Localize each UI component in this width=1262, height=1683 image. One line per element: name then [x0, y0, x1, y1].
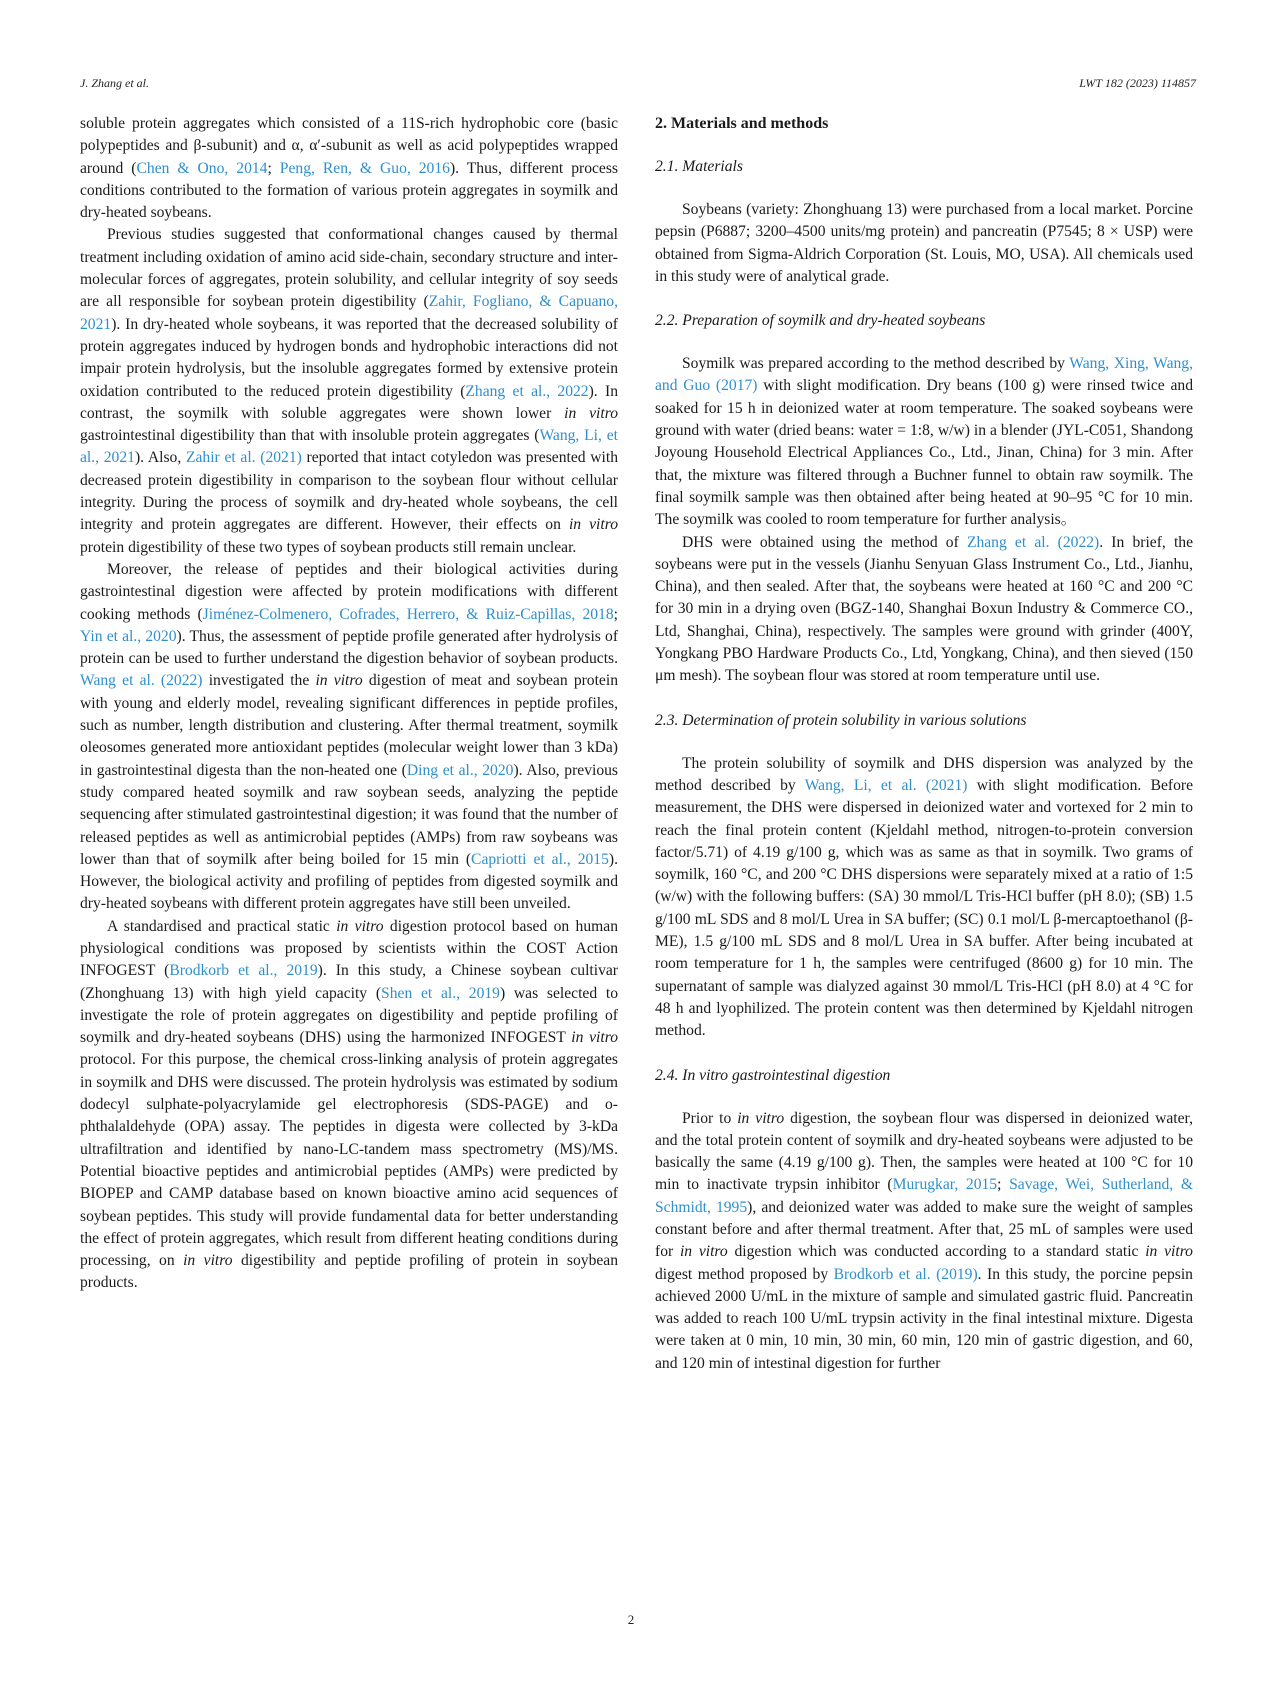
text-run: ) was selected to investigate the role of protein aggregates on digestibility and peptide profiling of soymilk and dry-heated soybeans (DHS) using the harmonized INFOGEST — [80, 984, 618, 1047]
italic-text: in vitro — [336, 917, 384, 935]
section-heading: 2. Materials and methods — [655, 115, 829, 132]
text-run: The protein solubility of soymilk and DHS dispersion was analyzed by the method described by — [655, 754, 1193, 794]
text-run: investigated the — [202, 672, 316, 690]
paragraph — [80, 224, 618, 558]
paragraph — [655, 353, 1193, 531]
citation-link[interactable]: Zhang et al. (2022) — [966, 533, 1100, 551]
citation-link[interactable]: Capriotti et al., 2015 — [471, 850, 609, 868]
text-run: Soymilk was prepared according to the method described by — [682, 355, 1070, 373]
right-column — [655, 113, 1193, 1375]
citation-link[interactable]: Brodkorb et al. (2019) — [833, 1265, 978, 1283]
page-number: 2 — [627, 1612, 635, 1627]
subsection-heading: 2.3. Determination of protein solubility in various solutions — [655, 711, 1027, 729]
subsection-heading: 2.4. In vitro gastrointestinal digestion — [655, 1066, 891, 1084]
text-run: digest method proposed by — [655, 1265, 834, 1283]
italic-text: in vitro — [679, 1243, 728, 1261]
left-column — [80, 113, 618, 1295]
citation-link[interactable]: Brodkorb et al., 2019 — [169, 962, 318, 980]
text-run: ). In this study, a Chinese soybean cultivar (Zhonghuang 13) with high yield capacity ( — [80, 962, 618, 1002]
citation-link[interactable]: Chen & Ono, 2014 — [136, 159, 268, 177]
italic-text: in vitro — [315, 672, 363, 690]
text-run: ). In contrast, the soymilk with soluble aggregates were shown lower — [80, 382, 618, 422]
paragraph — [80, 916, 618, 1295]
citation-link[interactable]: Jiménez-Colmenero, Cofrades, Herrero, & Ruiz-Capillas, 2018 — [202, 605, 614, 623]
citation-link[interactable]: Wang, Li, et al. (2021) — [804, 776, 968, 794]
citation-link[interactable]: Zahir et al. (2021) — [185, 449, 302, 467]
text-run: digestibility and peptide profiling of protein in soybean products. — [80, 1252, 619, 1292]
text-run: Previous studies suggested that conformational changes caused by thermal treatment including oxidation of amino acid side-chain, secondary structure and inter-molecular forces of aggregates, protein solubility, and cellular integrity of soy seeds are all responsible for soybean protein digestibility ( — [80, 226, 618, 311]
text-run: protocol. For this purpose, the chemical cross-linking analysis of protein aggregates in soymilk and DHS were discussed. The protein hydrolysis was estimated by sodium dodecyl sulphate-polyacrylamide gel electrophoresis (SDS-PAGE) and o-phthalaldehyde (OPA) assay. The peptides in digesta were collected by 3-kDa ultrafiltration and identified by nano-LC-tandem mass spectrometry (MS)/MS. Potential bioactive peptides and antimicrobial peptides (AMPs) were predicted by BIOPEP and CAMP database based on known bioactive amino acid sequences of soybean peptides. This study will provide fundamental data for better understanding the effect of protein aggregates, which result from different heating conditions during processing, on — [80, 1051, 618, 1270]
text-run: ). However, the biological activity and profiling of peptides from digested soymilk and dry-heated soybeans with different protein aggregates have still been unveiled. — [80, 850, 618, 913]
citation-link[interactable]: Murugkar, 2015 — [892, 1176, 998, 1194]
paragraph — [80, 113, 618, 224]
citation-link[interactable]: Wang, Li, et al., 2021 — [80, 427, 618, 467]
text-run: digestion which was conducted according to a standard static — [727, 1243, 1146, 1261]
citation-link[interactable]: Savage, Wei, Sutherland, & Schmidt, 1995 — [655, 1176, 1193, 1216]
text-run: . In brief, the soybeans were put in the vessels (Jianhu Senyuan Glass Instrument Co., Ltd., Jianhu, China), and then sealed. After that, the soybeans were heated at 160 °C and 200 °C for 30 min in a drying oven (BGZ-140, Shanghai Boxun Industry & Commerce CO., Ltd, Shanghai, China), respectively. The samples were ground with grinder (400Y, Yongkang PBO Hardware Products Co., Ltd, Yongkang, China), and then sieved (150 μm mesh). The soybean flour was stored at room temperature until use. — [655, 533, 1194, 685]
text-run: ; — [613, 605, 618, 623]
paragraph — [655, 753, 1193, 1043]
italic-text: in vitro — [571, 1029, 618, 1047]
text-run: ). Also, — [134, 449, 186, 467]
text-run: ), and deionized water was added to make sure the weight of samples constant before and after thermal treatment. After that, 25 mL of samples were used for — [655, 1198, 1194, 1261]
text-run: with slight modification. Dry beans (100 g) were rinsed twice and soaked for 15 h in deionized water at room temperature. The soaked soybeans were ground with water (dried beans: water = 1:8, w/w) in a blender (JYL-C051, Shandong Joyoung Household Electrical Appliances Co., Ltd., Jinan, China) for 3 min. After that, the mixture was filtered through a Buchner funnel to obtain raw soymilk. The final soymilk sample was then obtained after being heated at 90–95 °C for 10 min. The soymilk was cooled to room temperature for further analysis。 — [655, 377, 1193, 529]
paragraph — [655, 532, 1193, 688]
text-run: DHS were obtained using the method of — [682, 533, 967, 551]
text-run: ; — [267, 159, 280, 177]
text-run: ). Also, previous study compared heated soymilk and raw soybean seeds, analyzing the peptide sequencing after stimulated gastrointestinal digestion; it was found that the number of released peptides as well as antimicrobial peptides (AMPs) from raw soybeans was lower than that of soymilk after being boiled for 15 min ( — [80, 761, 619, 868]
citation-link[interactable]: Wang et al. (2022) — [80, 672, 203, 690]
citation-link[interactable]: Yin et al., 2020 — [80, 627, 177, 645]
text-run: soluble protein aggregates which consisted of a 11S-rich hydrophobic core (basic polypeptides and β-subunit) and α, α′-subunit as well as acid polypeptides wrapped around ( — [80, 115, 618, 177]
citation-link[interactable]: Zhang et al., 2022 — [465, 382, 589, 400]
text-run: reported that intact cotyledon was presented with decreased protein digestibility in comparison to the soybean flour without cellular integrity. During the process of soymilk and dry-heated whole soybeans, the cell integrity and protein aggregates are different. However, their effects on — [80, 449, 618, 534]
paragraph — [655, 1108, 1193, 1376]
text-run: gastrointestinal digestibility than that with insoluble protein aggregates ( — [80, 427, 540, 445]
italic-text: in vitro — [1145, 1243, 1193, 1261]
text-run: protein digestibility of these two types of soybean products still remain unclear. — [80, 538, 577, 556]
text-run: digestion, the soybean flour was dispersed in deionized water, and the total protein content of soymilk and dry-heated soybeans were adjusted to be basically the same (4.19 g/100 g). Then, the samples were heated at 100 °C for 10 min to inactivate trypsin inhibitor ( — [655, 1109, 1193, 1194]
text-run: digestion protocol based on human physiological conditions was proposed by scientists within the COST Action INFOGEST ( — [80, 917, 618, 980]
italic-text: in vitro — [737, 1109, 785, 1127]
citation-link[interactable]: Ding et al., 2020 — [406, 761, 514, 779]
italic-text: in vitro — [564, 404, 618, 422]
citation-link[interactable]: Wang, Xing, Wang, and Guo (2017) — [655, 355, 1193, 395]
text-run: A standardised and practical static — [107, 917, 337, 935]
text-run: Prior to — [682, 1109, 738, 1127]
text-run: . In this study, the porcine pepsin achieved 2000 U/mL in the mixture of sample and simulated gastric fluid. Pancreatin was added to reach 100 U/mL trypsin activity in the final intestinal mixture. Digesta were taken at 0 min, 10 min, 30 min, 60 min, 120 min of gastric digestion, and 60, and 120 min of intestinal digestion for further — [655, 1265, 1193, 1372]
text-run: digestion of meat and soybean protein with young and elderly model, revealing significant differences in peptide profiles, such as number, length distribution and clustering. After thermal treatment, soymilk oleosomes generated more antioxidant peptides (molecular weight lower than 3 kDa) in gastrointestinal digesta than the non-heated one ( — [80, 672, 618, 779]
paragraph — [655, 199, 1193, 288]
text-run: ). Thus, different process conditions contributed to the formation of various protein aggregates in soymilk and dry-heated soybeans. — [80, 159, 618, 222]
text-run: ). Thus, the assessment of peptide profile generated after hydrolysis of protein can be used to further understand the digestion behavior of soybean products. — [80, 627, 619, 668]
paragraph — [80, 559, 618, 916]
text-run: ). In dry-heated whole soybeans, it was reported that the decreased solubility of protein aggregates induced by hydrogen bonds and hydrophobic interactions did not impair protein hydrolysis, but the insoluble aggregates formed by extensive protein oxidation contributed to the reduced protein digestibility ( — [80, 315, 618, 400]
text-run: with slight modification. Before measurement, the DHS were dispersed in deionized water and vortexed for 2 min to reach the final protein content (Kjeldahl method, nitrogen-to-protein conversion factor/5.71) of 4.19 g/100 g, which was as same as that in soymilk. Two grams of soymilk, 160 °C, and 200 °C DHS dispersions were separately mixed at a ratio of 1:5 (w/w) with the following buffers: (SA) 30 mmol/L Tris-HCl buffer (pH 8.0); (SB) 1.5 g/100 mL SDS and 8 mol/L Urea in SA buffer; (SC) 0.1 mol/L β-mercaptoethanol (β-ME), 1.5 g/100 mL SDS and 8 mol/L Urea in SA buffer. After being incubated at room temperature for 1 h, the samples were centrifuged (8600 g) for 10 min. The supernatant of sample was dialyzed against 30 mmol/L Tris-HCl (pH 8.0) at 4 °C for 48 h and lyophilized. The protein content was then determined by Kjeldahl nitrogen method. — [655, 776, 1194, 1040]
italic-text: in vitro — [568, 516, 618, 534]
text-run: ; — [997, 1176, 1010, 1194]
citation-link[interactable]: Shen et al., 2019 — [381, 984, 500, 1002]
running-head-journal: LWT 182 (2023) 114857 — [1079, 76, 1196, 90]
italic-text: in vitro — [183, 1252, 233, 1270]
subsection-heading: 2.2. Preparation of soymilk and dry-heated soybeans — [655, 312, 986, 330]
text-run: Moreover, the release of peptides and their biological activities during gastrointestinal digestion were affected by protein modifications with different cooking methods ( — [80, 560, 618, 623]
running-head-authors: J. Zhang et al. — [80, 76, 149, 90]
subsection-heading: 2.1. Materials — [655, 158, 743, 175]
text-run: Soybeans (variety: Zhonghuang 13) were purchased from a local market. Porcine pepsin (P6887; 3200–4500 units/mg protein) and pancreatin (P7545; 8 × USP) were obtained from Sigma-Aldrich Corporation (St. Louis, MO, USA). All chemicals used in this study were of analytical grade. — [655, 201, 1193, 285]
citation-link[interactable]: Peng, Ren, & Guo, 2016 — [279, 159, 450, 177]
citation-link[interactable]: Zahir, Fogliano, & Capuano, 2021 — [80, 293, 618, 333]
